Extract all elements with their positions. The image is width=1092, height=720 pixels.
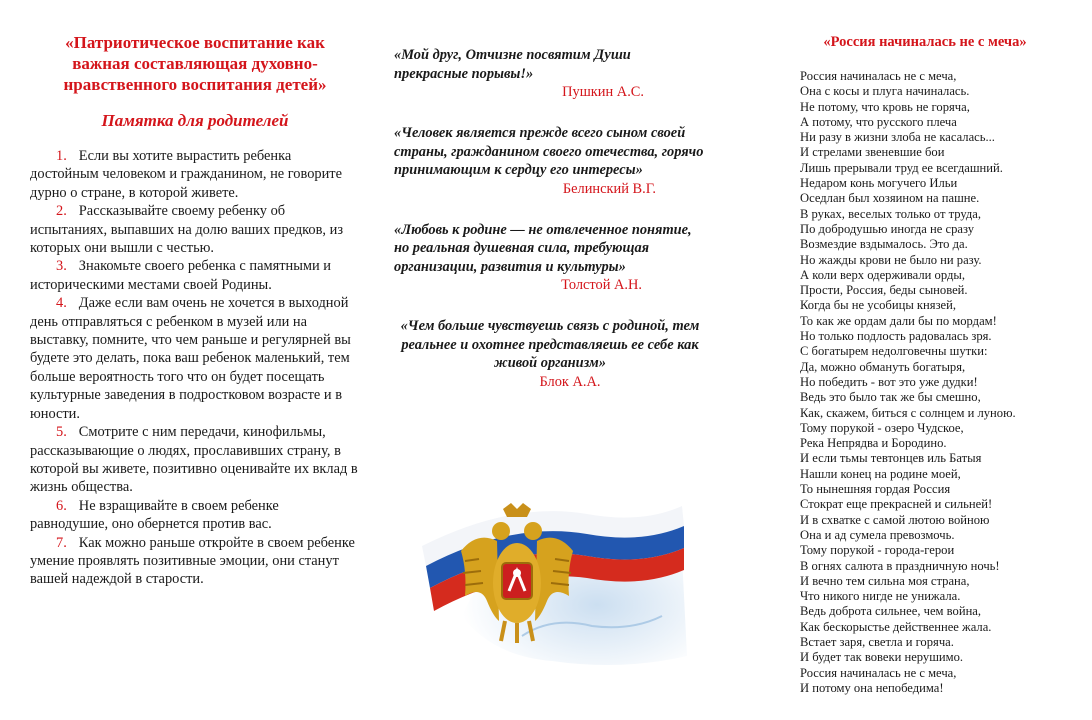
poem-line: Прости, Россия, беды сыновей. [800,283,968,298]
poem-line: А потому, что русского плеча [800,114,957,129]
poem-line: Недаром конь могучего Ильи [800,176,958,191]
poem-line: Ни разу в жизни злоба не касалась... [800,130,995,145]
poem-line: Ведь это было так же бы смешно, [800,390,981,405]
poem-line: Тому порукой - города-герои [800,543,955,558]
tip-item [30,202,360,257]
tip-number: 5. [56,424,67,441]
poem-line: Лишь прерывали труд ее всегдашний. [800,160,1003,175]
poem-line: В руках, веселых только от труда, [800,206,982,221]
poem-line: Встает заря, светла и горяча. [800,634,954,649]
poem-line: Да, можно обмануть богатыря, [800,359,966,374]
quote-tolstoy [394,221,706,295]
poem-line: Ведь доброта сильнее, чем война, [800,604,982,619]
poem-line: С богатырем недолговечны шутки: [800,344,988,359]
poem-line: Но только подлость радовалась зря. [800,329,992,344]
quote-blok [394,317,706,391]
tips-list [30,147,360,589]
main-title: «Патриотическое воспитание как важная составляющая духовно-нравственного воспитания детей» [63,33,327,94]
poem-line: Возмездие вздымалось. Это да. [800,237,968,252]
poem-line: И стрелами звеневшие бои [800,145,945,160]
poem-line: И в схватке с самой лютою войною [800,512,990,527]
poem-line: Что никого нигде не унижала. [800,589,961,604]
memo-subtitle: Памятка для родителей [101,111,289,130]
tip-item [30,294,360,423]
poem-line: Но жажды крови не было ни разу. [800,252,982,267]
poem-line: И будет так вовеки нерушимо. [800,650,964,665]
poem-line: Она и ад сумела превозмочь. [800,527,955,542]
poem-line: Но победить - вот это уже дудки! [800,374,978,389]
tip-item [30,423,360,497]
poem-line: Нашли конец на родине моей, [800,466,961,481]
poem-line: И вечно тем сильна моя страна, [800,573,970,588]
poem-line: То нынешняя гордая Россия [800,482,951,497]
tip-number: 4. [56,295,67,312]
tip-number: 6. [56,497,67,514]
poem-line: Река Непрядва и Бородино. [800,436,947,451]
quote-author: Толстой А.Н. [561,277,642,293]
tip-number: 7. [56,534,67,551]
memo-column [30,0,360,720]
quote-author: Белинский В.Г. [562,180,656,197]
poem-line: Тому порукой - озеро Чудское, [800,420,964,435]
tip-text: Если вы хотите вырастить ребенка достойным человеком и гражданином, не говорите дурно о стране, в которой живете. [30,148,342,201]
tip-item [30,534,360,589]
flag-emblem-image [402,466,692,676]
tip-number: 1. [56,148,67,164]
quote-text: «Любовь к родине — не отвлеченное понятие, но реальная душевная сила, требующая организации, развития и культуры» [394,221,692,275]
quote-pushkin [394,46,706,101]
poem-title: «Россия начиналась не с меча» [823,34,1027,50]
poem-column [790,0,1060,720]
poem-line: Не потому, что кровь не горяча, [800,99,970,114]
tip-text: Рассказывайте своему ребенку об испытаниях, выпавших на долю ваших предков, из которых они вышли с честью. [30,203,344,257]
tip-text: Даже если вам очень не хочется в выходной день отправляться с ребенком в музей или на выставку, помните, что чем раньше и регулярней вы будете это делать, пока ваш ребенок маленький, тем больше вероятность того что он будет посещать культурные заведения в подростковом возрасте и в юности. [30,295,351,422]
poem-line: А коли верх одерживали орды, [800,267,965,282]
tip-item [30,257,360,294]
tip-text: Не взращивайте в своем ребенке равнодушие, оно обернется против вас. [30,497,279,533]
quote-text: «Чем больше чувствуешь связь с родиной, тем реальнее и охотнее представляешь ее себе как живой организм» [400,318,700,371]
poem-line: И если тьмы тевтонцев иль Батыя [800,451,982,466]
poem-line: Как, скажем, биться с солнцем и луною. [800,405,1016,420]
quotes-column [388,0,706,720]
quote-belinsky [394,124,706,198]
poem-line: То как же ордам дали бы по мордам! [800,313,997,328]
quote-author: Блок А.А. [539,373,601,390]
tip-number: 3. [56,258,67,275]
poem-line: Россия начиналась не с меча, [800,69,957,83]
quote-text: «Мой друг, Отчизне посвятим Души прекрасные порывы!» [394,47,631,82]
tip-text: Как можно раньше откройте в своем ребенке умение проявлять позитивные эмоции, они станут вашей надеждой в старости. [30,534,355,588]
poem-line: Оседлан был хозяином на пашне. [800,191,980,206]
tip-item [30,497,360,534]
poem-line: По добродушью иногда не сразу [800,221,975,236]
poem-line: Как бескорыстье действеннее жала. [800,619,992,634]
quote-author: Пушкин А.С. [562,84,644,100]
tip-text: Смотрите с ним передачи, кинофильмы, рассказывающие о людях, прославивших страну, в которой вы живете, позитивно оценивайте их вклад в жизнь общества. [30,424,358,496]
poem-line: Стократ еще прекрасней и сильней! [800,497,993,512]
poem-line: И потому она непобедима! [800,680,944,695]
poem-line: В огнях салюта в праздничную ночь! [800,558,1000,573]
tip-text: Знакомьте своего ребенка с памятными и историческими местами своей Родины. [30,258,331,293]
poem-lines [790,69,1060,696]
poem-line: Она с косы и плуга начиналась. [800,84,970,99]
quote-text: «Человек является прежде всего сыном своей страны, гражданином своего отечества, горячо принимающим к сердцу его интересы» [394,125,704,178]
tip-item [30,147,360,202]
poem-line: Россия начиналась не с меча, [800,665,957,680]
tip-number: 2. [56,203,67,220]
poem-line: Когда бы не усобицы князей, [800,298,957,313]
